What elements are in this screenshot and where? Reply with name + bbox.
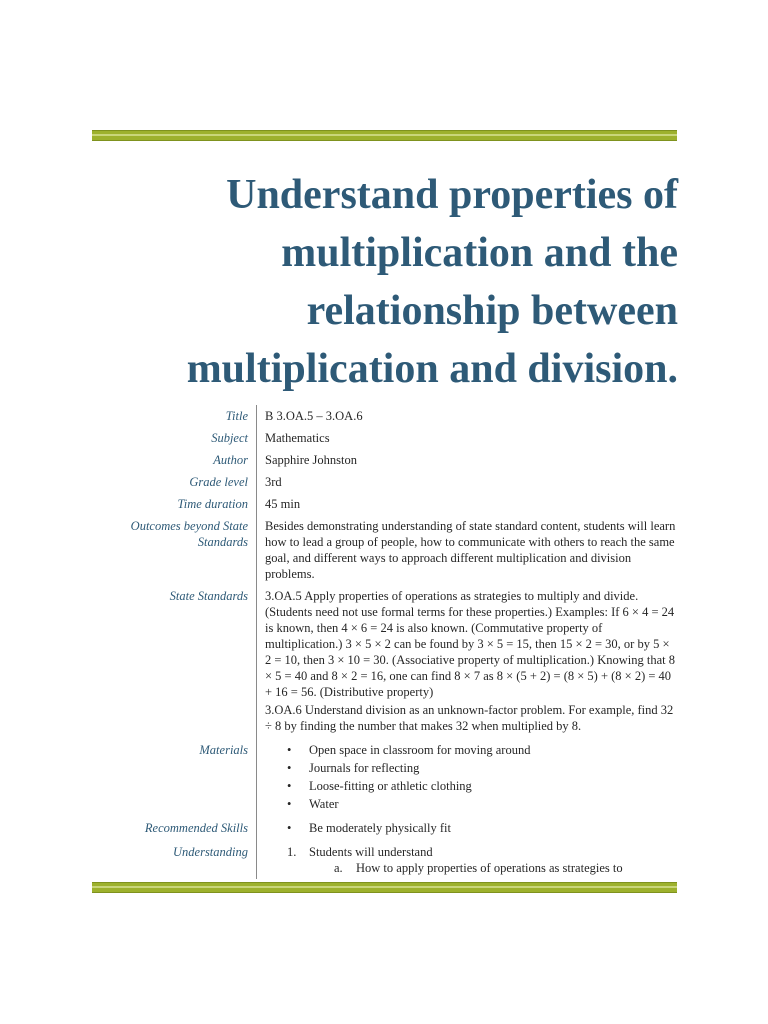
value-skills — [257, 817, 679, 841]
label-understanding: Understanding — [92, 841, 257, 879]
row-standards — [92, 585, 678, 739]
understanding-sublist — [309, 860, 678, 876]
row-grade — [92, 471, 678, 493]
row-title — [92, 405, 678, 427]
row-skills — [92, 817, 678, 841]
title-line-3: relationship between — [306, 288, 678, 334]
label-title: Title — [92, 405, 257, 427]
label-grade: Grade level — [92, 471, 257, 493]
label-outcomes: Outcomes beyond State Standards — [92, 515, 257, 585]
value-outcomes: Besides demonstrating understanding of state standard content, students will learn how to lead a group of people, how to communicate with others to reach the same goal, and different ways to approach different multiplication and division problems. — [265, 519, 676, 581]
row-understanding — [92, 841, 678, 879]
value-grade: 3rd — [265, 475, 282, 489]
bottom-decorative-rule — [92, 882, 677, 893]
list-item: • Journals for reflecting — [287, 761, 420, 775]
title-line-4: multiplication and division. — [186, 346, 678, 392]
row-duration — [92, 493, 678, 515]
value-duration: 45 min — [265, 497, 301, 511]
label-author: Author — [92, 449, 257, 471]
understanding-list — [265, 844, 678, 876]
row-subject — [92, 427, 678, 449]
page-title — [120, 166, 678, 398]
bullet-icon: • — [287, 779, 292, 793]
label-skills: Recommended Skills — [92, 817, 257, 841]
row-author — [92, 449, 678, 471]
label-materials: Materials — [92, 739, 257, 817]
bullet-icon: • — [287, 761, 292, 775]
title-line-1: Understand properties of — [226, 172, 678, 218]
list-item: • Loose-fitting or athletic clothing — [287, 779, 472, 793]
value-materials — [257, 739, 679, 817]
row-outcomes — [92, 515, 678, 585]
skills-list — [265, 820, 678, 836]
lesson-metadata-table — [92, 405, 678, 879]
value-standards — [257, 585, 679, 739]
list-number: 1. — [287, 845, 297, 859]
list-item: • Be moderately physically fit — [287, 821, 451, 835]
bullet-icon: • — [287, 821, 292, 835]
title-line-2: multiplication and the — [281, 230, 678, 276]
bullet-icon: • — [287, 797, 292, 811]
top-decorative-rule — [92, 130, 677, 141]
label-duration: Time duration — [92, 493, 257, 515]
list-item: • Open space in classroom for moving around — [287, 743, 531, 757]
list-item: • Water — [287, 797, 339, 811]
standard-3oa5: 3.OA.5 Apply properties of operations as strategies to multiply and divide. (Students need not use formal terms for these properties.) Examples: If 6 × 4 = 24 is known, then 4 × 6 = 24 is also known. (Commutative property of multiplication.) 3 × 5 × 2 can be found by 3 × 5 = 15, then 15 × 2 = 30, or by 5 × 2 = 10, then 3 × 10 = 30. (Associative property of multiplication.) Knowing that 8 × 5 = 40 and 8 × 2 = 16, one can find 8 × 7 as 8 × (5 + 2) = (8 × 5) + (8 × 2) = 40 + 16 = 56. (Distributive property) — [265, 589, 675, 699]
bullet-icon: • — [287, 743, 292, 757]
label-standards: State Standards — [92, 585, 257, 739]
list-item: a. How to apply properties of operations as strategies to — [334, 861, 623, 875]
value-author: Sapphire Johnston — [265, 453, 358, 467]
value-title: B 3.OA.5 – 3.OA.6 — [265, 409, 363, 423]
value-subject: Mathematics — [265, 431, 330, 445]
row-materials — [92, 739, 678, 817]
label-subject: Subject — [92, 427, 257, 449]
list-item: 1. Students will understand a. How to apply properties of operations as strategies to — [265, 844, 678, 876]
list-letter: a. — [334, 861, 343, 875]
materials-list — [265, 742, 678, 812]
standard-3oa6: 3.OA.6 Understand division as an unknown-factor problem. For example, find 32 ÷ 8 by finding the number that makes 32 when multiplied by 8. — [265, 703, 674, 733]
value-understanding — [257, 841, 679, 879]
